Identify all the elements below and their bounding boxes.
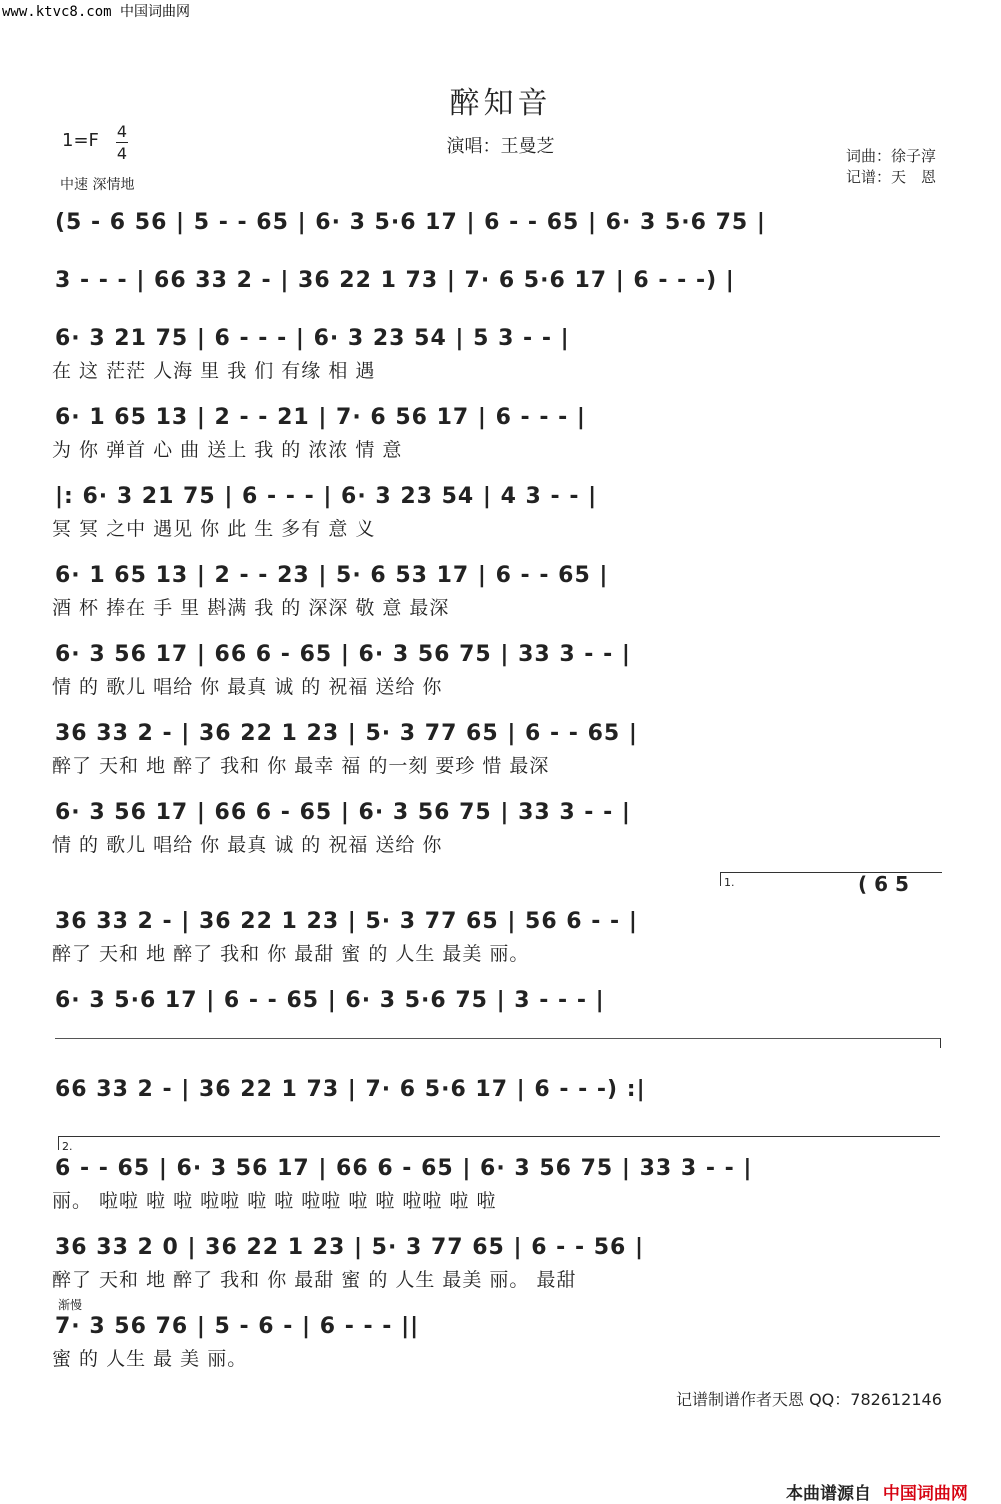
- key-signature: 1=F: [62, 130, 99, 151]
- section-rule: [55, 1038, 941, 1039]
- score-row: |: 6· 3 21 75 | 6 - - - | 6· 3 23 54 | 4 3 - - |: [55, 484, 598, 509]
- score-row: 6 - - 65 | 6· 3 56 17 | 66 6 - 65 | 6· 3 56 75 | 33 3 - - |: [55, 1156, 753, 1181]
- lyrics-row: 酒 杯 捧在 手 里 斟满 我 的 深深 敬 意 最深: [52, 597, 450, 619]
- ritardando-marking: 渐慢: [58, 1298, 83, 1312]
- score-row: 6· 3 5·6 17 | 6 - - 65 | 6· 3 5·6 75 | 3 - - - |: [55, 988, 605, 1013]
- volta-1-label: 1.: [724, 876, 735, 889]
- score-row: 66 33 2 - | 36 22 1 73 | 7· 6 5·6 17 | 6 - - -) :|: [55, 1077, 646, 1102]
- transcriber-note: 记谱制谱作者天恩 QQ：782612146: [676, 1390, 942, 1409]
- score-row: 6· 3 56 17 | 66 6 - 65 | 6· 3 56 75 | 33 3 - - |: [55, 642, 631, 667]
- lyrics-row: 情 的 歌儿 唱给 你 最真 诚 的 祝福 送给 你: [52, 676, 443, 698]
- lyrics-row: 醉了 天和 地 醉了 我和 你 最幸 福 的一刻 要珍 惜 最深: [52, 755, 550, 777]
- footer-site-link[interactable]: 中国词曲网: [882, 1484, 968, 1504]
- volta-1-left: [720, 872, 721, 886]
- lyrics-row: 丽。 啦啦 啦 啦 啦啦 啦 啦 啦啦 啦 啦 啦啦 啦 啦: [52, 1190, 497, 1212]
- lyrics-row: 醉了 天和 地 醉了 我和 你 最甜 蜜 的 人生 最美 丽。: [52, 943, 530, 965]
- time-top: 4: [116, 122, 128, 141]
- score-row: 3 - - - | 66 33 2 - | 36 22 1 73 | 7· 6 5·6 17 | 6 - - -) |: [55, 268, 735, 293]
- time-bottom: 4: [116, 144, 128, 163]
- source-footer: [786, 1479, 968, 1504]
- volta-2-label: 2.: [62, 1140, 73, 1153]
- lyrics-row: 在 这 茫茫 人海 里 我 们 有缘 相 遇: [52, 360, 376, 382]
- lyrics-row: 为 你 弹首 心 曲 送上 我 的 浓浓 情 意: [52, 439, 403, 461]
- section-rule-end: [940, 1038, 941, 1048]
- volta-2-left: [58, 1136, 59, 1150]
- site-header[interactable]: www.ktvc8.com 中国词曲网: [2, 4, 191, 20]
- score-row: (5 - 6 56 | 5 - - 65 | 6· 3 5·6 17 | 6 - - 65 | 6· 3 5·6 75 |: [55, 210, 766, 235]
- footer-text: 本曲谱源自: [786, 1484, 871, 1504]
- credit-transcriber: 记谱：天 恩: [846, 168, 937, 186]
- score-row: 36 33 2 - | 36 22 1 23 | 5· 3 77 65 | 6 - - 65 |: [55, 721, 638, 746]
- credit-lyrics-music: 词曲：徐子淳: [846, 147, 937, 165]
- lyrics-row: 醉了 天和 地 醉了 我和 你 最甜 蜜 的 人生 最美 丽。 最甜: [52, 1269, 577, 1291]
- lyrics-row: 冥 冥 之中 遇见 你 此 生 多有 意 义: [52, 518, 376, 540]
- score-row: 6· 3 21 75 | 6 - - - | 6· 3 23 54 | 5 3 - - |: [55, 326, 570, 351]
- lyrics-row: 蜜 的 人生 最 美 丽。: [52, 1348, 248, 1370]
- score-row: 7· 3 56 76 | 5 - 6 - | 6 - - - ||: [55, 1314, 420, 1339]
- lyrics-row: 情 的 歌儿 唱给 你 最真 诚 的 祝福 送给 你: [52, 834, 443, 856]
- volta-1-pickup: ( 6 5: [858, 872, 909, 896]
- volta-2-bracket: [58, 1136, 940, 1137]
- score-row: 6· 3 56 17 | 66 6 - 65 | 6· 3 56 75 | 33 3 - - |: [55, 800, 631, 825]
- score-row: 36 33 2 0 | 36 22 1 23 | 5· 3 77 65 | 6 - - 56 |: [55, 1235, 645, 1260]
- score-row: 6· 1 65 13 | 2 - - 23 | 5· 6 53 17 | 6 - - 65 |: [55, 563, 609, 588]
- singer: 演唱：王曼芝: [446, 136, 555, 157]
- tempo-marking: 中速 深情地: [60, 177, 135, 193]
- score-row: 36 33 2 - | 36 22 1 23 | 5· 3 77 65 | 56 6 - - |: [55, 909, 638, 934]
- song-title: 醉知音: [449, 86, 552, 121]
- score-row: 6· 1 65 13 | 2 - - 21 | 7· 6 56 17 | 6 - - - |: [55, 405, 586, 430]
